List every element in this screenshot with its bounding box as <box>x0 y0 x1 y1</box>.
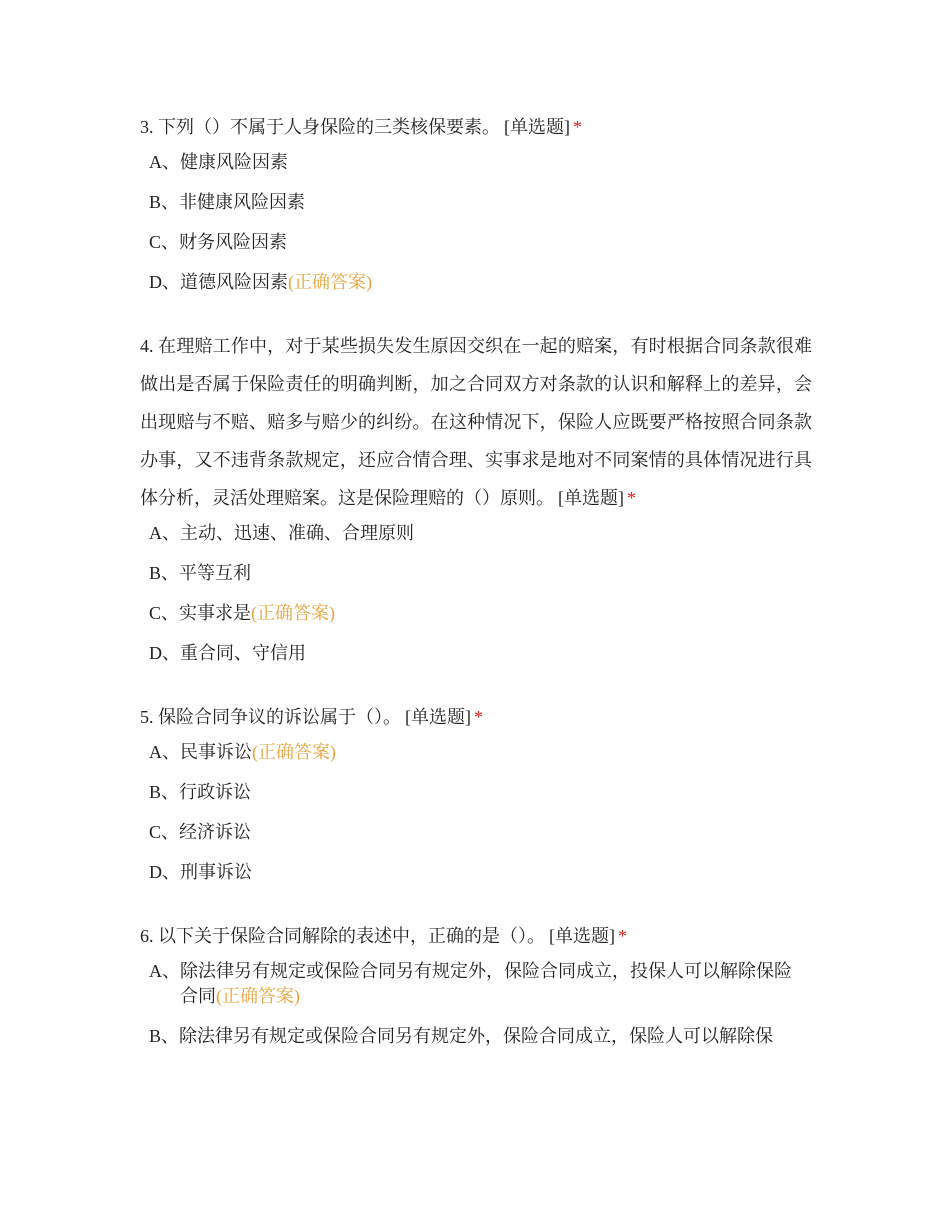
option-c[interactable] <box>149 820 812 845</box>
option-b[interactable] <box>149 780 812 805</box>
question-3 <box>140 108 812 295</box>
option-b[interactable] <box>149 561 812 586</box>
option-text: D、重合同、守信用 <box>149 643 306 663</box>
question-title <box>140 698 812 736</box>
question-text: 6. 以下关于保险合同解除的表述中，正确的是（）。 <box>140 926 545 946</box>
question-text: 5. 保险合同争议的诉讼属于（）。 <box>140 707 401 727</box>
option-text: B、平等互利 <box>149 563 252 583</box>
option-text: B、非健康风险因素 <box>149 192 306 212</box>
option-c[interactable] <box>149 230 812 255</box>
option-d[interactable] <box>149 270 812 295</box>
option-text: A、健康风险因素 <box>149 152 288 172</box>
option-a[interactable] <box>149 740 812 765</box>
option-b[interactable] <box>149 1024 812 1049</box>
required-mark: * <box>627 488 636 508</box>
option-list <box>140 740 812 885</box>
option-list <box>140 959 812 1049</box>
question-title <box>140 327 812 517</box>
option-text: B、除法律另有规定或保险合同另有规定外，保险合同成立，保险人可以解除保 <box>149 1026 774 1046</box>
option-text: A、除法律另有规定或保险合同另有规定外，保险合同成立，投保人可以解除保险合同 <box>149 961 792 1006</box>
option-a[interactable] <box>149 150 812 175</box>
required-mark: * <box>474 707 483 727</box>
option-text: C、经济诉讼 <box>149 822 252 842</box>
correct-answer-tag: (正确答案) <box>216 986 300 1006</box>
exam-page <box>140 108 812 1081</box>
required-mark: * <box>618 926 627 946</box>
option-text: D、道德风险因素 <box>149 272 288 292</box>
option-text: C、财务风险因素 <box>149 232 288 252</box>
correct-answer-tag: (正确答案) <box>251 603 336 623</box>
option-d[interactable] <box>149 860 812 885</box>
option-c[interactable] <box>149 601 812 626</box>
question-5 <box>140 698 812 885</box>
question-type-label: [单选题] <box>549 926 615 946</box>
question-type-label: [单选题] <box>504 117 570 137</box>
option-d[interactable] <box>149 641 812 666</box>
question-type-label: [单选题] <box>558 488 624 508</box>
option-a[interactable] <box>149 521 812 546</box>
correct-answer-tag: (正确答案) <box>252 742 336 762</box>
question-text: 3. 下列（）不属于人身保险的三类核保要素。 <box>140 117 500 137</box>
option-text: A、主动、迅速、准确、合理原则 <box>149 523 414 543</box>
option-text: D、刑事诉讼 <box>149 862 252 882</box>
question-title <box>140 108 812 146</box>
question-6 <box>140 917 812 1049</box>
option-a[interactable] <box>149 959 812 1009</box>
correct-answer-tag: (正确答案) <box>288 272 372 292</box>
question-title <box>140 917 812 955</box>
option-list <box>140 150 812 295</box>
option-list <box>140 521 812 666</box>
option-b[interactable] <box>149 190 812 215</box>
required-mark: * <box>573 117 582 137</box>
option-text: B、行政诉讼 <box>149 782 252 802</box>
question-4 <box>140 327 812 666</box>
question-type-label: [单选题] <box>405 707 471 727</box>
option-text: C、实事求是 <box>149 603 252 623</box>
option-text: A、民事诉讼 <box>149 742 252 762</box>
question-text: 4. 在理赔工作中，对于某些损失发生原因交织在一起的赔案，有时根据合同条款很难做出是否属于保险责任的明确判断，加之合同双方对条款的认识和解释上的差异，会出现赔与不赔、赔多与赔少的纠纷。在这种情况下，保险人应既要严格按照合同条款办事，又不违背条款规定，还应合情合理、实事求是地对不同案情的具体情况进行具体分析，灵活处理赔案。这是保险理赔的（）原则。 <box>140 336 812 508</box>
